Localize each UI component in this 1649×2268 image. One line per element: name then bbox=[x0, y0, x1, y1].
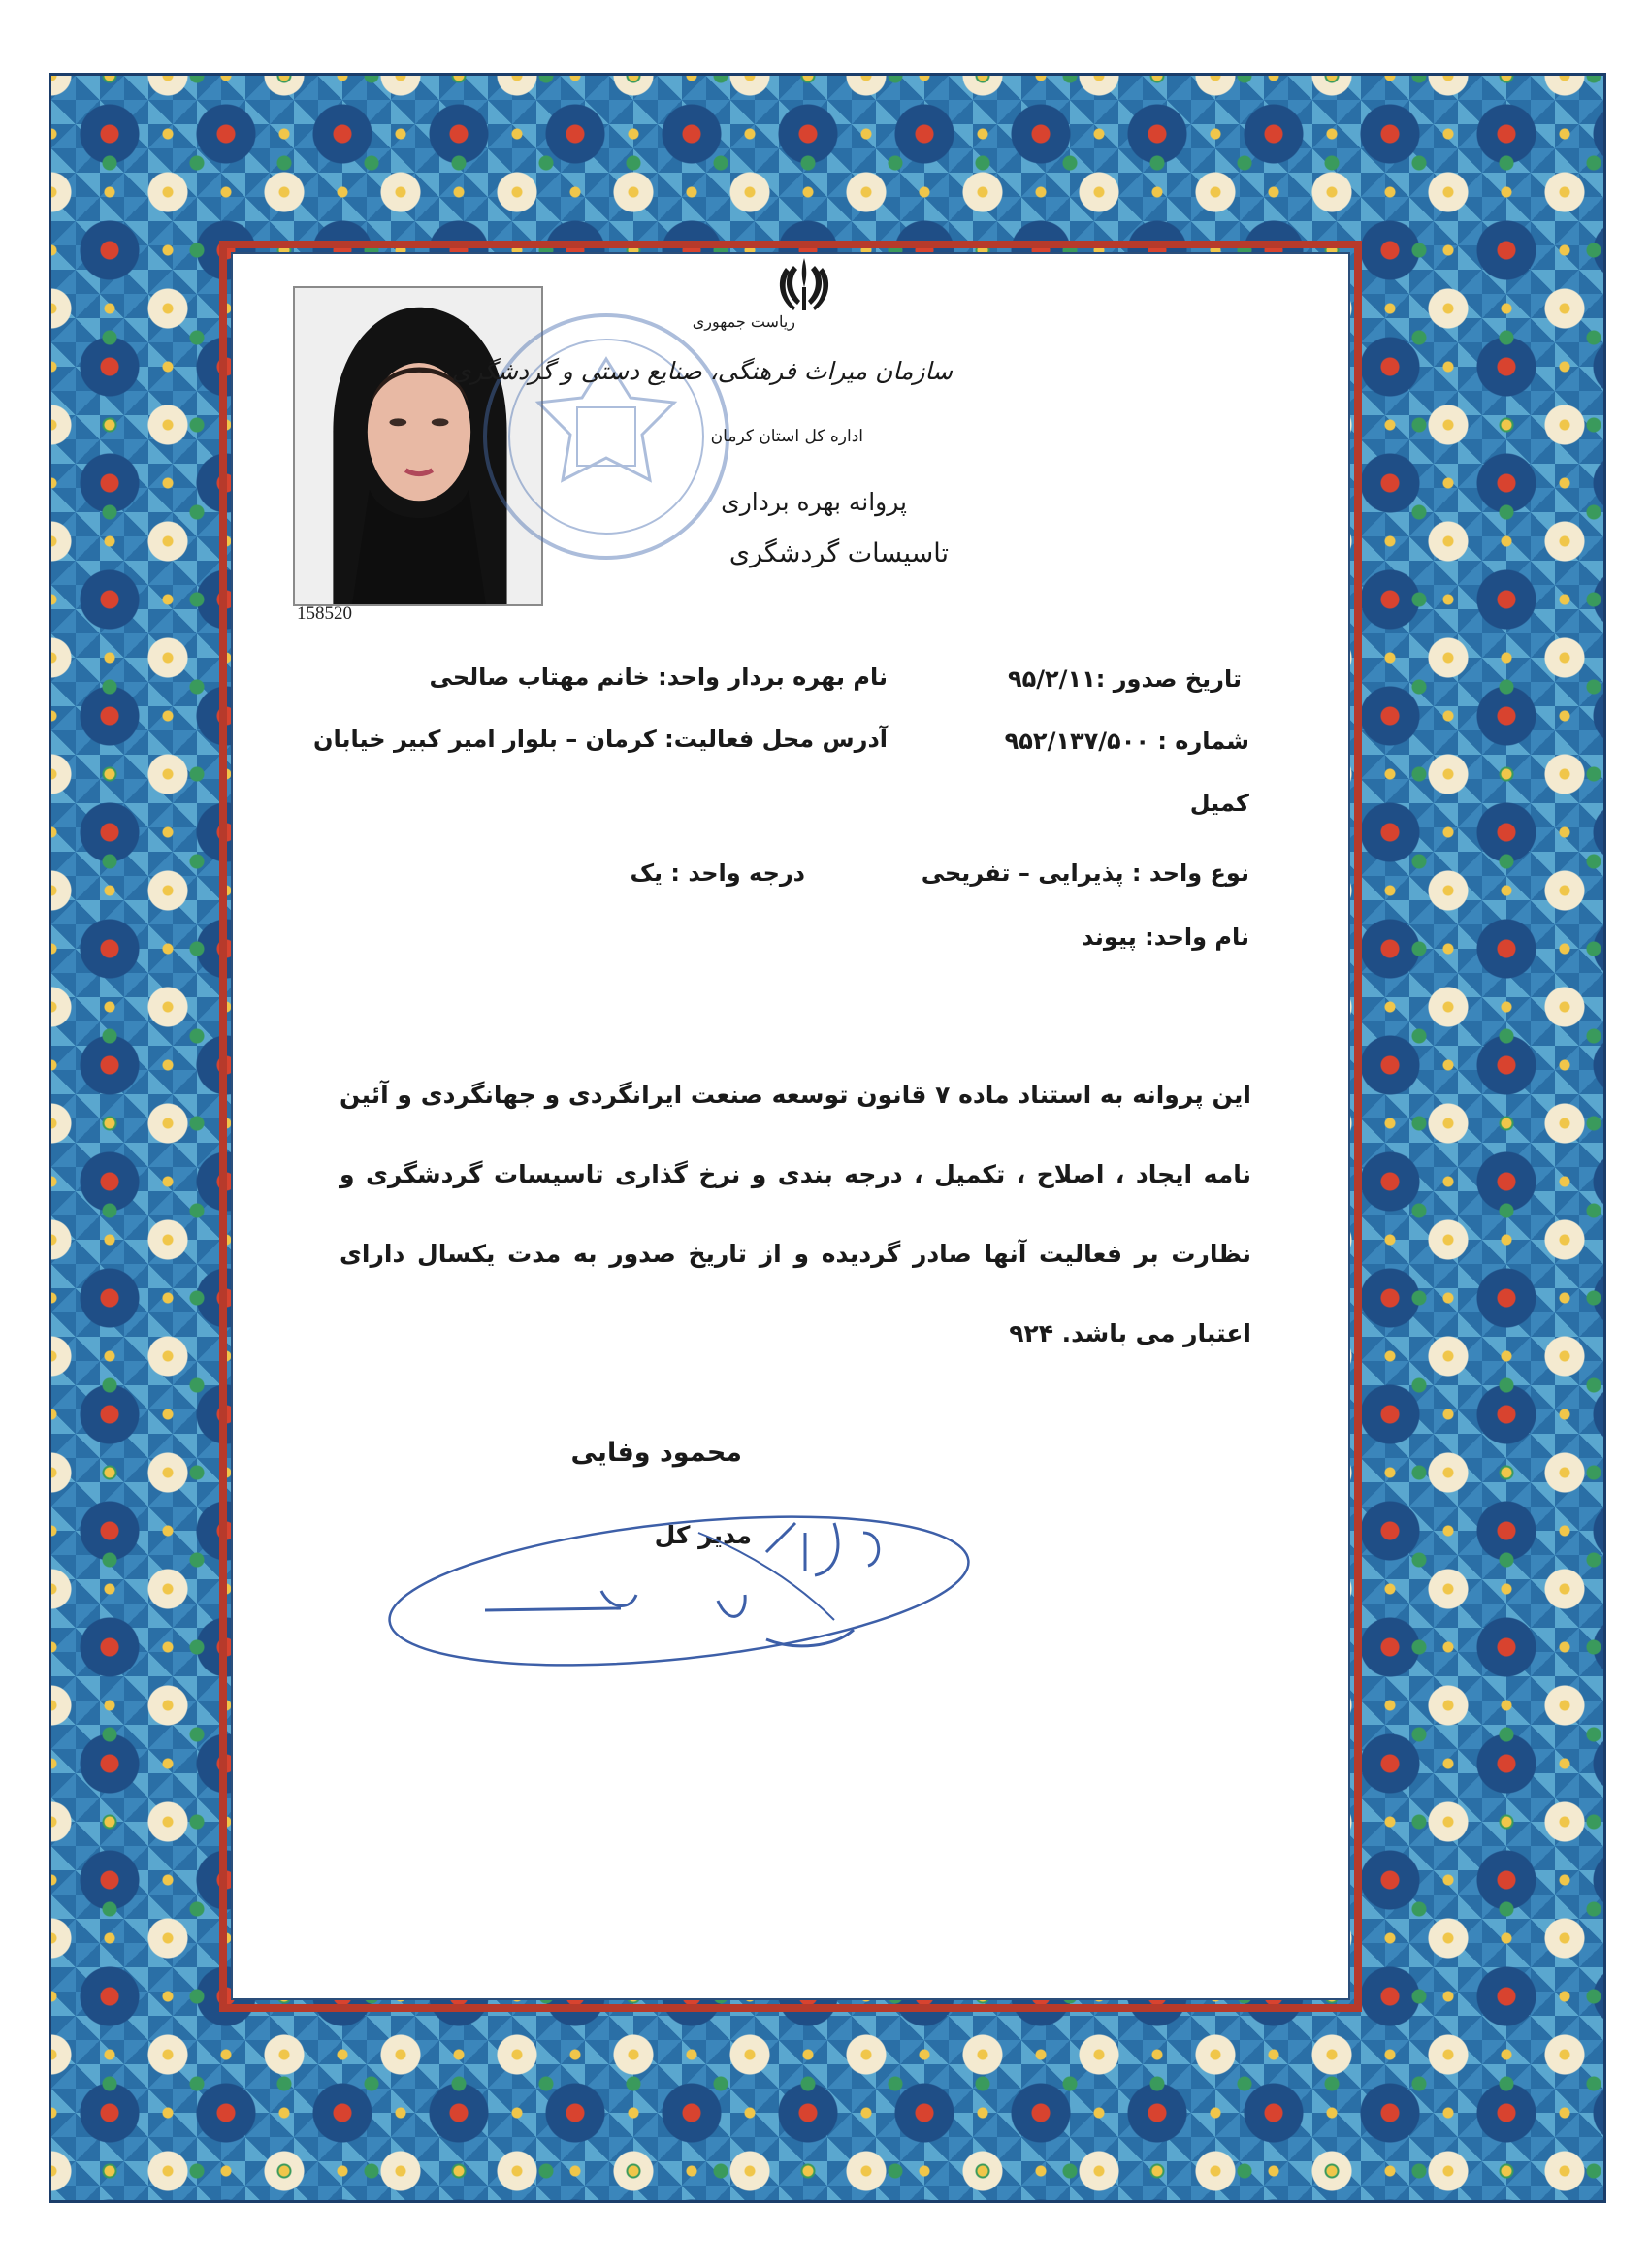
unit-grade: درجه واحد : یک bbox=[630, 859, 805, 887]
licensee-name: نام بهره بردار واحد: خانم مهتاب صالحی bbox=[429, 664, 888, 691]
signer-name: محمود وفایی bbox=[570, 1438, 742, 1468]
photo-serial-number: 158520 bbox=[297, 603, 352, 624]
issue-date: تاریخ صدور :۹۵/۲/۱۱ bbox=[1007, 665, 1242, 693]
activity-address-continued: کمیل bbox=[1189, 790, 1249, 817]
provincial-office: اداره کل استان کرمان bbox=[710, 427, 863, 446]
facility-title: تاسیسات گردشگری bbox=[728, 538, 949, 568]
organization-name: سازمان میراث فرهنگی، صنایع دستی و گردشگری bbox=[451, 357, 953, 385]
official-stamp-icon bbox=[475, 291, 737, 582]
license-title: پروانه بهره برداری bbox=[721, 488, 907, 516]
activity-address: آدرس محل فعالیت: کرمان – بلوار امیر کبیر خیابان bbox=[312, 726, 888, 753]
signature-icon bbox=[378, 1494, 989, 1678]
unit-name: نام واحد: پیوند bbox=[1082, 923, 1249, 951]
emblem-icon bbox=[772, 254, 836, 316]
license-statement: این پروانه به استناد ماده ۷ قانون توسعه صنعت ایرانگردی و جهانگردی و آئین نامه ایجاد ، اصلاح ، تکمیل ، درجه بندی و نرخ گذاری تاسیسات گردشگری و نظارت بر فعالیت آنها صادر گردیده و از تاریخ صدور به مدت یکسال دارای اعتبار می باشد. ۹۲۴ bbox=[340, 1081, 1251, 1347]
unit-type: نوع واحد : پذیرایی – تفریحی bbox=[921, 859, 1249, 887]
signer-title: مدیر کل bbox=[654, 1521, 752, 1549]
registration-number: شماره : ۹۵۲/۱۳۷/۵۰۰ bbox=[1004, 728, 1249, 755]
presidency-label: ریاست جمهوری bbox=[692, 312, 795, 331]
